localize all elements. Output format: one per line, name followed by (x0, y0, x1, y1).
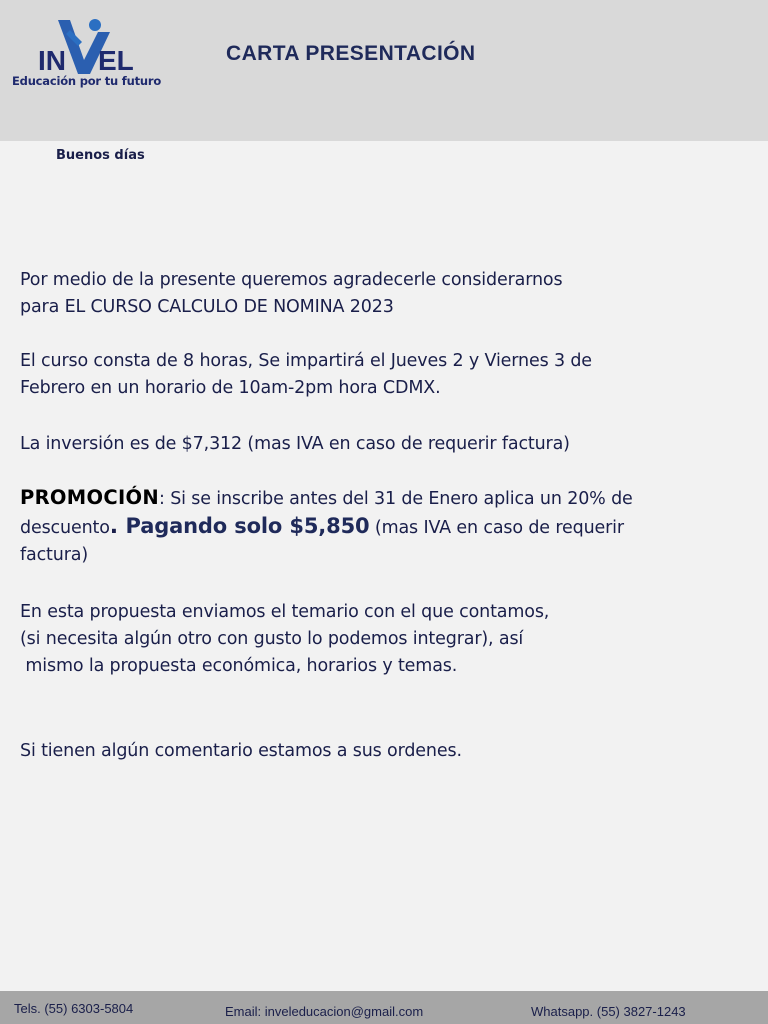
paragraph-line: El curso consta de 8 horas, Se impartirá el Jueves 2 y Viernes 3 de (20, 351, 592, 371)
svg-text:IN: IN (38, 45, 66, 76)
invel-logo-icon (12, 18, 162, 78)
promotion-line-3: factura) (20, 545, 89, 565)
footer-whatsapp: Whatsapp. (55) 3827-1243 (531, 1004, 686, 1019)
promotion-text: (mas IVA en caso de requerir (369, 518, 624, 538)
promotion-line-1 (20, 484, 748, 513)
invel-logo (12, 18, 162, 94)
paragraph-proposal (20, 599, 748, 680)
paragraph-promotion (20, 484, 748, 569)
footer-band (0, 991, 768, 1024)
paragraph-line: La inversión es de $7,312 (mas IVA en caso de requerir factura) (20, 434, 570, 454)
paragraph-investment (20, 431, 748, 458)
paragraph-closing (20, 738, 748, 765)
header-band (0, 0, 768, 141)
paragraph-line: para EL CURSO CALCULO DE NOMINA 2023 (20, 297, 394, 317)
paragraph-line: Febrero en un horario de 10am-2pm hora CDMX. (20, 378, 441, 398)
paragraph-schedule (20, 348, 748, 402)
svg-text:EL: EL (98, 45, 134, 76)
promotion-text: : Si se inscribe antes del 31 de Enero aplica un 20% de (159, 489, 633, 509)
page-title: CARTA PRESENTACIÓN (226, 42, 476, 65)
paragraph-line: mismo la propuesta económica, horarios y temas. (20, 656, 458, 676)
footer-email: Email: inveleducacion@gmail.com (225, 1004, 424, 1019)
greeting: Buenos días (56, 148, 145, 163)
paragraph-line: Si tienen algún comentario estamos a sus ordenes. (20, 741, 462, 761)
promotion-line-2 (20, 513, 748, 542)
promotion-text: descuento (20, 518, 110, 538)
promotion-price: Pagando solo $5,850 (125, 514, 370, 538)
promotion-dot: . (109, 514, 126, 539)
paragraph-line: Por medio de la presente queremos agradecerle considerarnos (20, 270, 563, 290)
promotion-label: PROMOCIÓN (20, 486, 160, 509)
paragraph-line: En esta propuesta enviamos el temario con el que contamos, (20, 602, 550, 622)
paragraph-line: (si necesita algún otro con gusto lo podemos integrar), así (20, 629, 524, 649)
footer-phone: Tels. (55) 6303-5804 (14, 1001, 134, 1016)
paragraph-intro (20, 267, 748, 321)
logo-tagline: Educación por tu futuro (12, 74, 162, 88)
